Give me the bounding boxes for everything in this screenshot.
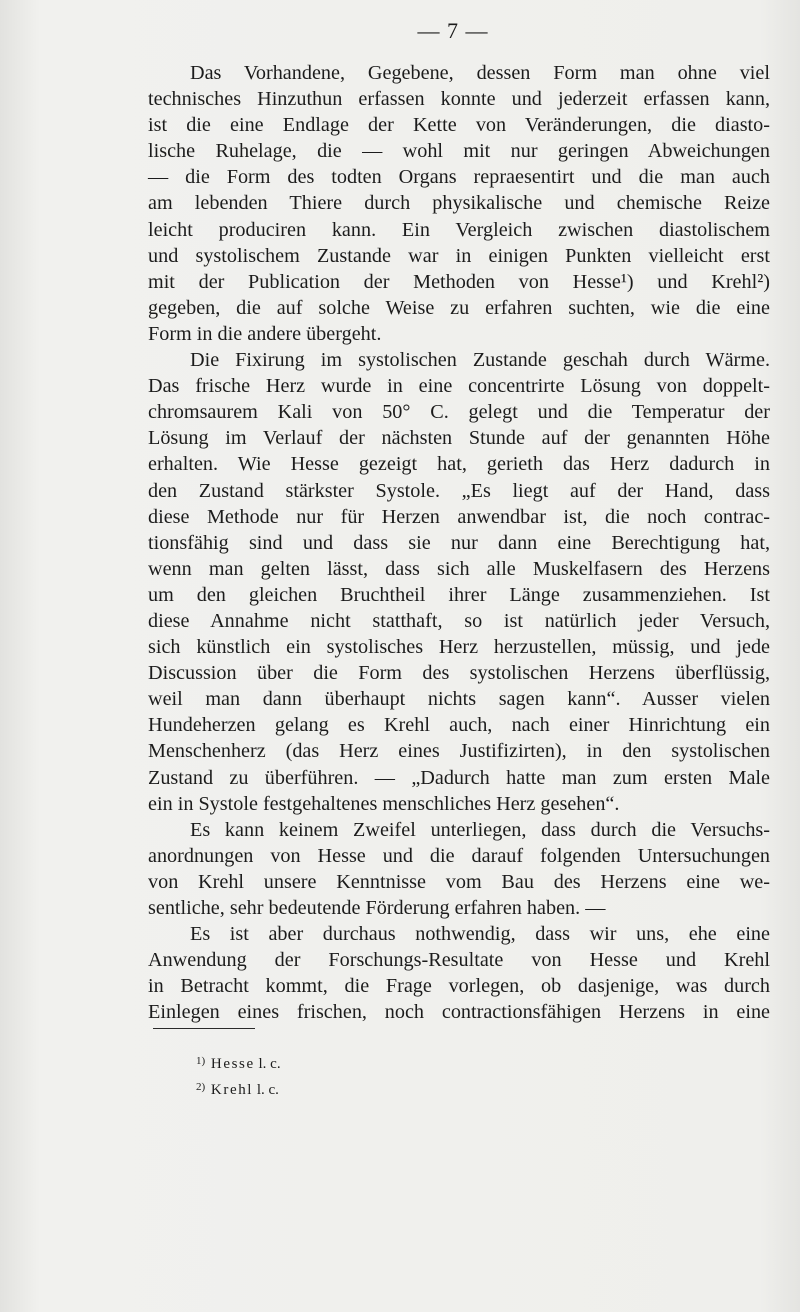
text-line: chromsaurem Kali von 50° C. gelegt und die Temperatur der xyxy=(148,401,770,424)
text-line: am lebenden Thiere durch physikalische und chemische Reize xyxy=(148,192,770,215)
text-line: diese Methode nur für Herzen anwendbar ist, die noch contrac- xyxy=(148,505,770,528)
text-line: und systolischem Zustande war in einigen Punkten vielleicht erst xyxy=(148,244,770,267)
footnote-ref: l. c. xyxy=(256,1082,279,1098)
text-line: sentliche, sehr bedeutende Förderung erfahren haben. — xyxy=(148,897,606,919)
footnote-ref: l. c. xyxy=(258,1056,281,1072)
footnote-marker: 1) xyxy=(196,1055,206,1067)
text-line: in Betracht kommt, die Frage vorlegen, ob dasjenige, was durch xyxy=(148,975,770,998)
text-line: Lösung im Verlauf der nächsten Stunde auf der genannten Höhe xyxy=(148,427,770,450)
text-line: wenn man gelten lässt, dass sich alle Muskelfasern des Herzens xyxy=(148,557,770,580)
text-line: Einlegen eines frischen, noch contractionsfähigen Herzens in eine xyxy=(148,1001,770,1024)
text-line: tionsfähig sind und dass sie nur dann eine Berechtigung hat, xyxy=(148,531,770,554)
text-line: Zustand zu überführen. — „Dadurch hatte man zum ersten Male xyxy=(148,766,770,789)
text-line: Die Fixirung im systolischen Zustande geschah durch Wärme. xyxy=(190,349,770,372)
text-line: Discussion über die Form des systolischen Herzens überflüssig, xyxy=(148,662,770,685)
text-line: gegeben, die auf solche Weise zu erfahren suchten, wie die eine xyxy=(148,296,770,319)
text-line: ein in Systole festgehaltenes menschliches Herz gesehen“. xyxy=(148,792,620,815)
footnote-separator xyxy=(153,1028,255,1029)
page-number: — 7 — xyxy=(417,18,489,43)
text-line: Anwendung der Forschungs-Resultate von Hesse und Krehl xyxy=(148,949,770,972)
text-line: weil man dann überhaupt nichts sagen kann“. Ausser vielen xyxy=(148,688,770,711)
text-line: Menschenherz (das Herz eines Justifizirten), in den systolischen xyxy=(148,740,770,763)
text-line: mit der Publication der Methoden von Hesse¹) und Krehl²) xyxy=(148,270,770,293)
text-line: Das Vorhandene, Gegebene, dessen Form man ohne viel xyxy=(190,62,770,84)
text-line: Es kann keinem Zweifel unterliegen, dass durch die Versuchs- xyxy=(190,818,770,841)
footnote-marker: 2) xyxy=(196,1081,206,1093)
footnote-author: Hesse xyxy=(210,1056,255,1072)
footnote-2 xyxy=(196,1076,281,1102)
text-line: anordnungen von Hesse und die darauf folgenden Untersuchungen xyxy=(148,844,770,867)
text-line: leicht produciren kann. Ein Vergleich zwischen diastolischem xyxy=(148,218,770,241)
text-line: um den gleichen Bruchtheil ihrer Länge zusammenziehen. Ist xyxy=(148,583,770,606)
text-line: Das frische Herz wurde in eine concentrirte Lösung von doppelt- xyxy=(148,375,770,398)
text-line: Hundeherzen gelang es Krehl auch, nach einer Hinrichtung ein xyxy=(148,714,770,737)
text-line: technisches Hinzuthun erfassen konnte und jederzeit erfassen kann, xyxy=(148,88,770,111)
text-line: ist die eine Endlage der Kette von Veränderungen, die diasto- xyxy=(148,114,770,137)
body-text xyxy=(148,60,770,1025)
text-line: Form in die andere übergeht. xyxy=(148,322,382,345)
text-line: den Zustand stärkster Systole. „Es liegt auf der Hand, dass xyxy=(148,479,770,502)
text-line: lische Ruhelage, die — wohl mit nur geringen Abweichungen xyxy=(148,140,770,163)
text-line: von Krehl unsere Kenntnisse vom Bau des Herzens eine we- xyxy=(148,870,770,893)
footnote-author: Krehl xyxy=(210,1082,254,1098)
text-line: sich künstlich ein systolisches Herz herzustellen, müssig, und jede xyxy=(148,636,770,659)
text-line: Es ist aber durchaus nothwendig, dass wir uns, ehe eine xyxy=(190,923,770,946)
footnotes xyxy=(196,1050,281,1102)
text-line: erhalten. Wie Hesse gezeigt hat, gerieth das Herz dadurch in xyxy=(148,453,770,476)
text-line: diese Annahme nicht statthaft, so ist natürlich jeder Versuch, xyxy=(148,609,770,632)
text-line: — die Form des todten Organs repraesentirt und die man auch xyxy=(148,166,770,189)
footnote-1 xyxy=(196,1050,281,1076)
